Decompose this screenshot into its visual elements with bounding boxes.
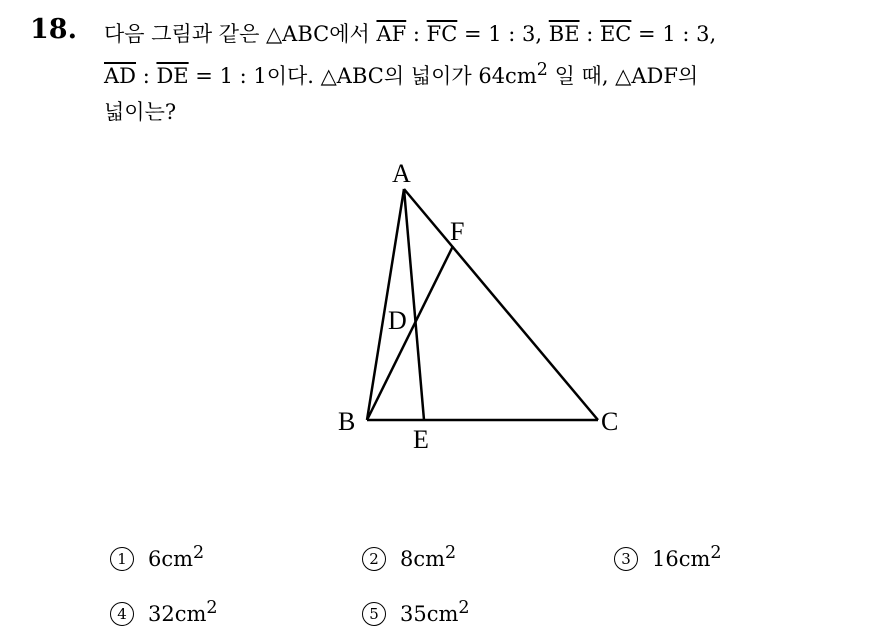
- label-a: A: [392, 159, 411, 188]
- superscript: 2: [445, 543, 457, 563]
- side-ac: [404, 189, 598, 420]
- segment-be: $\overline{BE}$: [548, 22, 580, 46]
- superscript: 2: [206, 598, 218, 618]
- label-f: F: [450, 217, 465, 246]
- label-c: C: [601, 407, 619, 436]
- superscript: 2: [536, 60, 548, 80]
- option-mark: 3: [614, 547, 638, 571]
- option-1[interactable]: [110, 543, 204, 571]
- question-line-3: 넓이는?: [104, 100, 177, 124]
- option-text: 35cm: [400, 602, 459, 626]
- option-mark: 5: [362, 602, 386, 626]
- question-line-1: [104, 16, 866, 52]
- label-b: B: [338, 407, 356, 436]
- option-3[interactable]: [614, 543, 722, 571]
- triangle-figure: [300, 150, 640, 460]
- text-segment: = 1 : 1이다. △ABC의 넓이가 64cm: [188, 64, 537, 88]
- option-text: 6cm: [148, 547, 194, 571]
- option-mark: 2: [362, 547, 386, 571]
- text-segment: :: [136, 64, 157, 88]
- text-segment: 다음 그림과 같은 △ABC에서: [104, 22, 377, 46]
- label-d: D: [388, 306, 407, 335]
- text-segment: :: [406, 22, 427, 46]
- text-segment: :: [579, 22, 600, 46]
- superscript: 2: [710, 543, 722, 563]
- option-4[interactable]: [110, 598, 218, 626]
- segment-ad: $\overline{AD}$: [104, 64, 137, 88]
- option-text: 32cm: [148, 602, 207, 626]
- question-line-2: [104, 52, 866, 94]
- segment-ae: [404, 189, 424, 420]
- option-5[interactable]: [362, 598, 470, 626]
- superscript: 2: [193, 543, 205, 563]
- option-2[interactable]: [362, 543, 456, 571]
- text-segment: = 1 : 3,: [631, 22, 717, 46]
- question-number: 18.: [30, 14, 77, 45]
- segment-de: $\overline{DE}$: [156, 64, 189, 88]
- option-mark: 4: [110, 602, 134, 626]
- option-text: 16cm: [652, 547, 711, 571]
- text-segment: = 1 : 3,: [457, 22, 549, 46]
- option-text: 8cm: [400, 547, 446, 571]
- segment-af: $\overline{AF}$: [376, 22, 407, 46]
- question-text: [104, 16, 866, 130]
- segment-ec: $\overline{EC}$: [599, 22, 632, 46]
- option-mark: 1: [110, 547, 134, 571]
- text-segment: 일 때, △ADF의: [547, 64, 699, 88]
- segment-fc: $\overline{FC}$: [426, 22, 458, 46]
- label-e: E: [413, 425, 429, 454]
- superscript: 2: [458, 598, 470, 618]
